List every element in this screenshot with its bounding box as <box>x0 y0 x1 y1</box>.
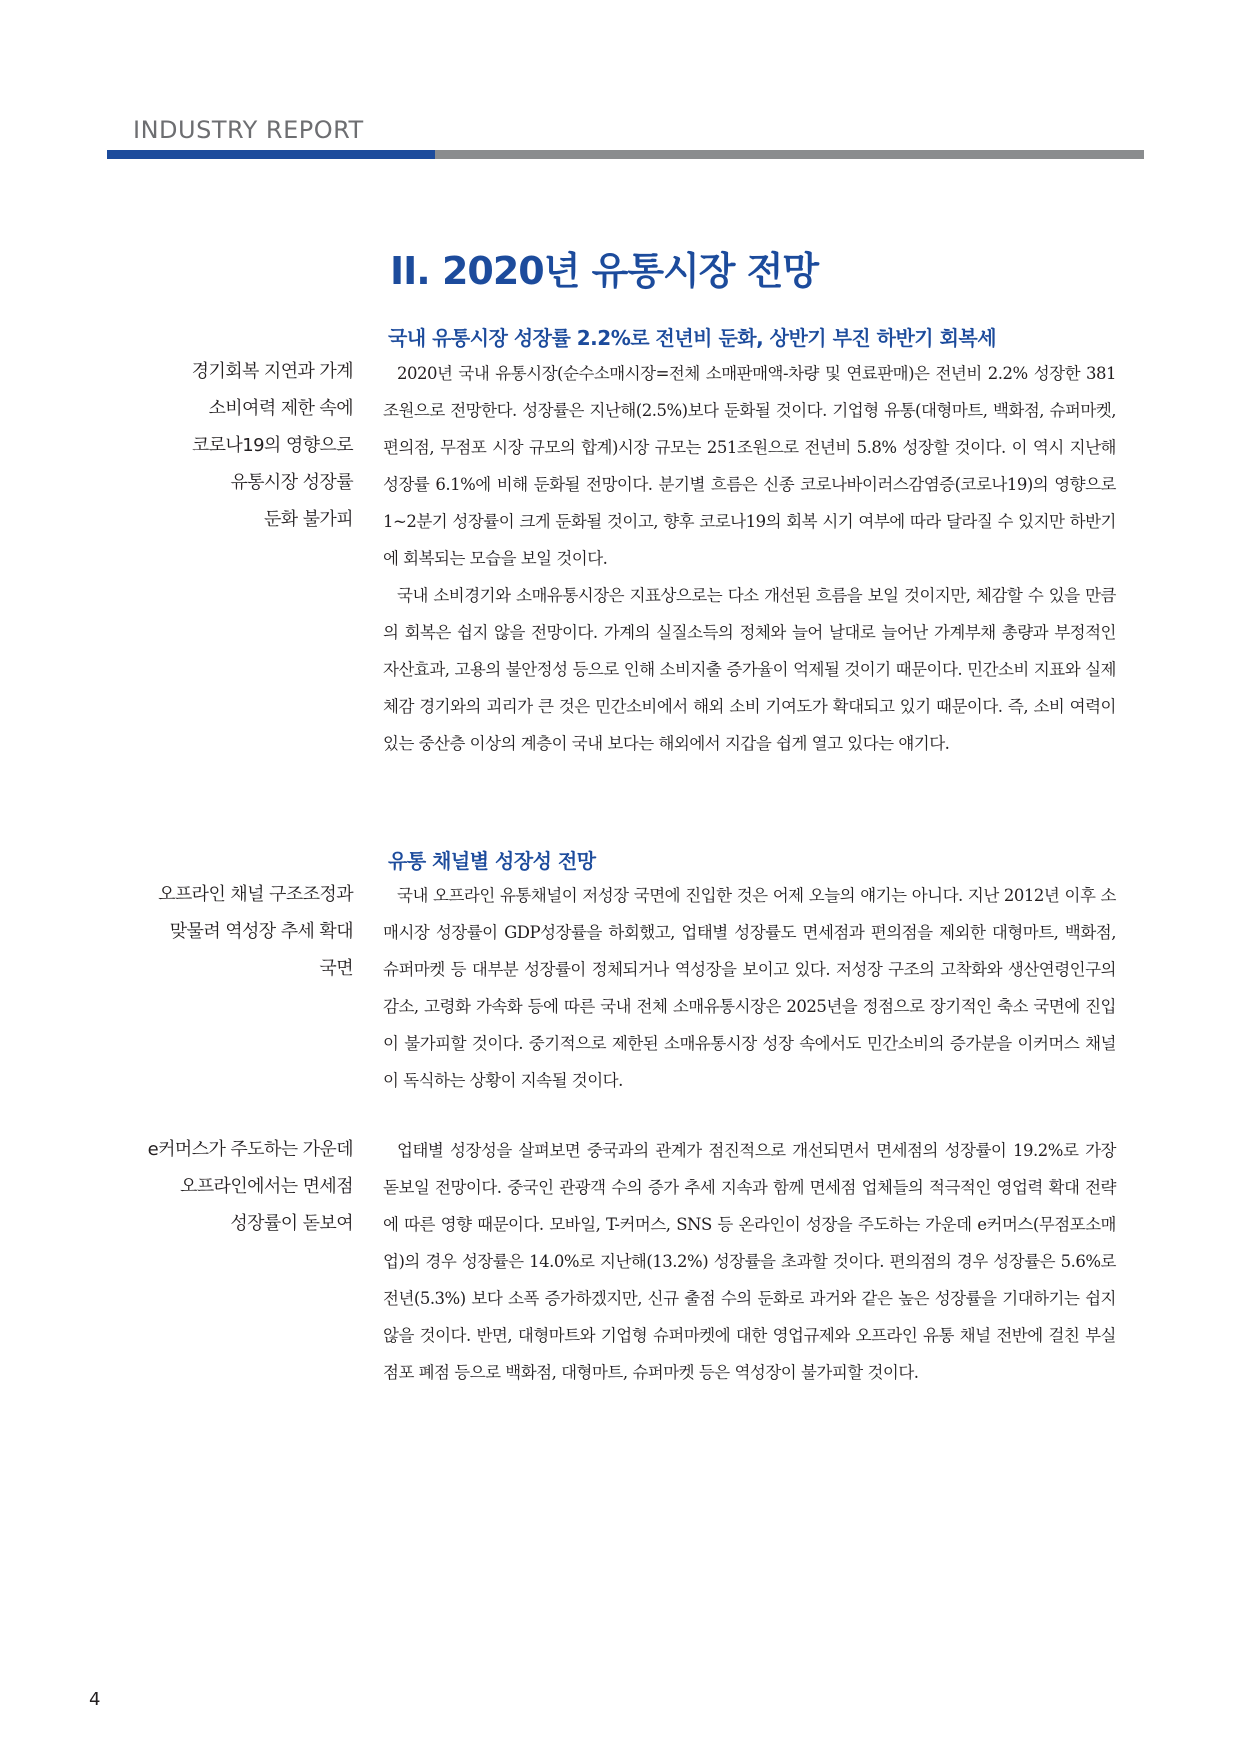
section-heading-1: 국내 유통시장 성장률 2.2%로 전년비 둔화, 상반기 부진 하반기 회복세 <box>388 326 997 350</box>
side-note-line: 둔화 불가피 <box>263 509 353 530</box>
side-note-3 <box>140 1131 353 1242</box>
side-note-line: 경기회복 지연과 가계 <box>191 361 353 382</box>
body-paragraph: 2020년 국내 유통시장(순수소매시장=전체 소매판매액-차량 및 연료판매)은 전년비 2.2% 성장한 381조원으로 전망한다. 성장률은 지난해(2.5%)보다 둔화될 것이다. 기업형 유통(대형마트, 백화점, 슈퍼마켓, 편의점, 무점포 시장 규모의 합계)시장 규모는 251조원으로 전년비 5.8% 성장할 것이다. 이 역시 지난해 성장률 6.1%에 비해 둔화될 전망이다. 분기별 흐름은 신종 코로나바이러스감염증(코로나19)의 영향으로 1~2분기 성장률이 크게 둔화될 것이고, 향후 코로나19의 회복 시기 여부에 따라 달라질 수 있지만 하반기에 회복되는 모습을 보일 것이다. <box>383 364 1116 568</box>
body-paragraph: 국내 소비경기와 소매유통시장은 지표상으로는 다소 개선된 흐름을 보일 것이지만, 체감할 수 있을 만큼의 회복은 쉽지 않을 전망이다. 가계의 실질소득의 정체와 늘어 날대로 늘어난 가계부채 총량과 부정적인 자산효과, 고용의 불안정성 등으로 인해 소비지출 증가율이 억제될 것이기 때문이다. 민간소비 지표와 실제 체감 경기와의 괴리가 큰 것은 민간소비에서 해외 소비 기여도가 확대되고 있기 때문이다. 즉, 소비 여력이 있는 중산층 이상의 계층이 국내 보다는 해외에서 지갑을 쉽게 열고 있다는 얘기다. <box>383 586 1116 753</box>
side-note-line: 오프라인 채널 구조조정과 <box>158 884 353 905</box>
body-paragraph: 업태별 성장성을 살펴보면 중국과의 관계가 점진적으로 개선되면서 면세점의 성장률이 19.2%로 가장 돋보일 전망이다. 중국인 관광객 수의 증가 추세 지속과 함께 면세점 업체들의 적극적인 영업력 확대 전략에 따른 영향 때문이다. 모바일, T-커머스, SNS 등 온라인이 성장을 주도하는 가운데 e커머스(무점포소매업)의 경우 성장률은 14.0%로 지난해(13.2%) 성장률을 초과할 것이다. 편의점의 경우 성장률은 5.6%로 전년(5.3%) 보다 소폭 증가하겠지만, 신규 출점 수의 둔화로 과거와 같은 높은 성장률을 기대하기는 쉽지 않을 것이다. 반면, 대형마트와 기업형 슈퍼마켓에 대한 영업규제와 오프라인 유통 채널 전반에 걸친 부실 점포 폐점 등으로 백화점, 대형마트, 슈퍼마켓 등은 역성장이 불가피할 것이다. <box>383 1141 1116 1382</box>
body-paragraph: 국내 오프라인 유통채널이 저성장 국면에 진입한 것은 어제 오늘의 얘기는 아니다. 지난 2012년 이후 소매시장 성장률이 GDP성장률을 하회했고, 업태별 성장률도 면세점과 편의점을 제외한 대형마트, 백화점, 슈퍼마켓 등 대부분 성장률이 정체되거나 역성장을 보이고 있다. 저성장 구조의 고착화와 생산연령인구의 감소, 고령화 가속화 등에 따른 국내 전체 소매유통시장은 2025년을 정점으로 장기적인 축소 국면에 진입이 불가피할 것이다. 중기적으로 제한된 소매유통시장 성장 속에서도 민간소비의 증가분을 이커머스 채널이 독식하는 상황이 지속될 것이다. <box>383 886 1116 1090</box>
side-note-line: 맞물려 역성장 추세 확대 <box>169 921 353 942</box>
side-note-line: 국면 <box>319 958 353 979</box>
chapter-title: II. 2020년 유통시장 전망 <box>390 249 819 293</box>
side-note-2 <box>140 876 353 987</box>
side-note-line: 소비여력 제한 속에 <box>208 398 353 419</box>
side-note-line: 성장률이 돋보여 <box>230 1213 353 1234</box>
side-note-line: 코로나19의 영향으로 <box>191 435 353 456</box>
side-note-line: 오프라인에서는 면세점 <box>179 1176 353 1197</box>
side-note-line: e커머스가 주도하는 가운데 <box>147 1139 353 1160</box>
side-note-line: 유통시장 성장률 <box>230 472 353 493</box>
header-rule <box>107 150 1144 159</box>
running-header: INDUSTRY REPORT <box>133 116 364 144</box>
page-number: 4 <box>89 1689 101 1710</box>
header-rule-gray <box>435 150 1144 159</box>
section-heading-2: 유통 채널별 성장성 전망 <box>388 849 596 873</box>
side-note-1 <box>140 353 353 538</box>
header-rule-accent <box>107 150 435 159</box>
